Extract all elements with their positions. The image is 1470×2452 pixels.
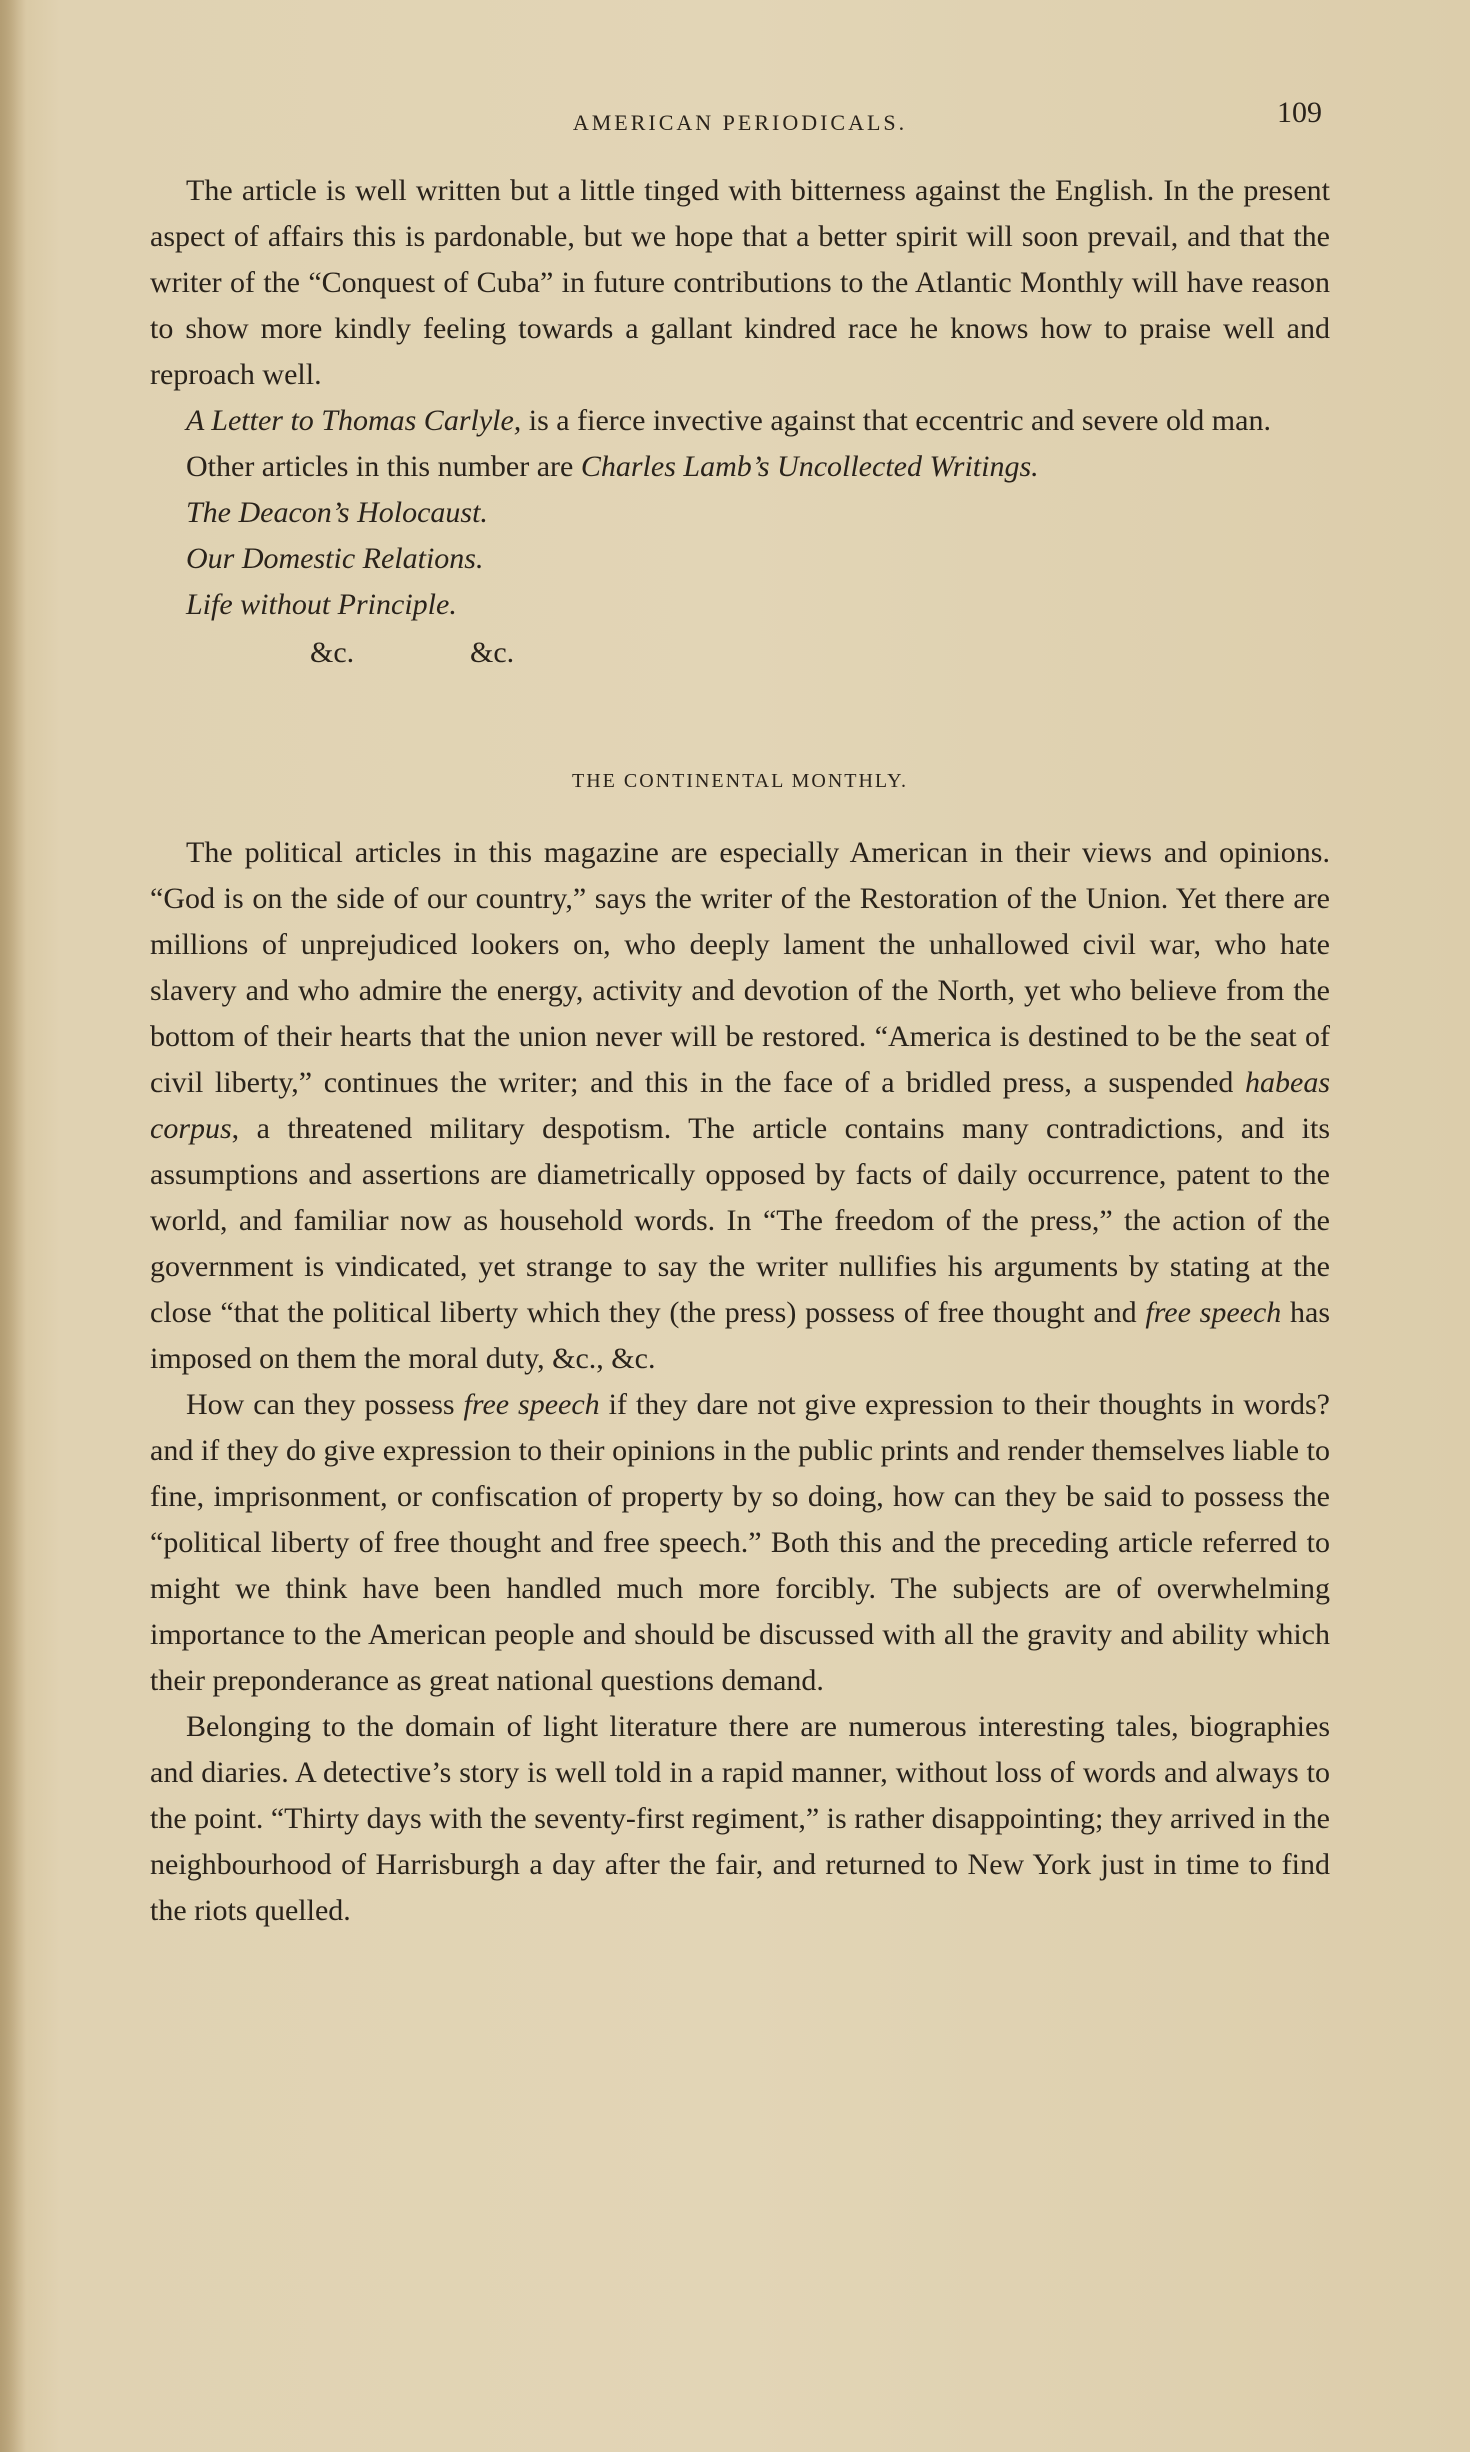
p1-text-a: The political articles in this magazine are especially American in their views and opinions. “God is on the side of our country,” says the writer of the Restoration of the Union. Yet there are millions of unprejudiced lookers on, who deeply lament the unhallowed civil war, who hate slavery and who admire the energy, activity and devotion of the North, yet who believe from the bottom of their hearts that the union never will be restored. “America is destined to be the seat of civil liberty,” continues the writer; and this in the face of a bridled press, a suspended bbox=[150, 836, 1330, 1099]
continental-paragraph-3: Belonging to the domain of light literature there are numerous interesting tales, biographies and diaries. A detective’s story is well told in a rapid manner, without loss of words and always to the point. “Thirty days with the seventy-first regiment,” is rather disappointing; they arrived in the neighbourhood of Harrisburgh a day after the fair, and returned to New York just in time to find the riots quelled. bbox=[150, 1710, 1330, 1927]
gutter-shadow bbox=[0, 0, 26, 2452]
carlyle-letter-text: is a fierce invective against that eccentric and severe old man. bbox=[521, 404, 1271, 437]
other-articles-line bbox=[150, 444, 1330, 490]
p1-habeas-corpus: habeas corpus bbox=[150, 1066, 1330, 1145]
p1-free-speech: free speech bbox=[1145, 1296, 1282, 1329]
running-title: AMERICAN PERIODICALS. bbox=[572, 110, 908, 135]
p2-free-speech: free speech bbox=[463, 1388, 600, 1421]
section-heading: THE CONTINENTAL MONTHLY. bbox=[571, 770, 909, 792]
article-title-domestic: Our Domestic Relations. bbox=[186, 542, 484, 575]
carlyle-paragraph bbox=[150, 398, 1330, 444]
page-text-block bbox=[150, 90, 1330, 1934]
etc-row bbox=[150, 630, 1330, 676]
article-title-life: Life without Principle. bbox=[186, 588, 457, 621]
carlyle-letter-title: A Letter to Thomas Carlyle, bbox=[186, 404, 522, 437]
other-articles-prefix: Other articles in this number are bbox=[186, 450, 581, 483]
article-title-deacon: The Deacon’s Holocaust. bbox=[186, 496, 488, 529]
p2-text-a: How can they possess bbox=[186, 1388, 464, 1421]
p2-text-b: if they dare not give expression to their thoughts in words? and if they do give expression to their opinions in the public prints and render themselves liable to fine, imprisonment, or confiscation of property by so doing, how can they be said to possess the “political liberty of free thought and free speech.” Both this and the preceding article referred to might we think have been handled much more forcibly. The subjects are of overwhelming importance to the American people and should be discussed with all the gravity and ability which their preponderance as great national questions demand. bbox=[150, 1388, 1330, 1697]
etc-mark-1: &c. bbox=[310, 636, 355, 669]
p1-text-b: , a threatened military despotism. The article contains many contradictions, and its assumptions and assertions are diametrically opposed by facts of daily occurrence, patent to the world, and familiar now as household words. In “The freedom of the press,” the action of the government is vindicated, yet strange to say the writer nullifies his arguments by stating at the close “that the political liberty which they (the press) possess of free thought and bbox=[150, 1112, 1330, 1329]
p1-text-c: has imposed on them the moral duty, &c., &c. bbox=[150, 1296, 1330, 1375]
continental-paragraph-2 bbox=[150, 1382, 1330, 1704]
etc-mark-2: &c. bbox=[470, 636, 515, 669]
atlantic-paragraph: The article is well written but a little tinged with bitterness against the English. In the present aspect of affairs this is pardonable, but we hope that a better spirit will soon prevail, and that the writer of the “Conquest of Cuba” in future contributions to the Atlantic Monthly will have reason to show more kindly feeling towards a gallant kindred race he knows how to praise well and reproach well. bbox=[150, 174, 1330, 391]
running-head bbox=[150, 90, 1330, 136]
article-title-lamb: Charles Lamb’s Uncollected Writings. bbox=[580, 450, 1039, 483]
continental-paragraph-1 bbox=[150, 830, 1330, 1382]
page-number: 109 bbox=[1277, 96, 1322, 129]
